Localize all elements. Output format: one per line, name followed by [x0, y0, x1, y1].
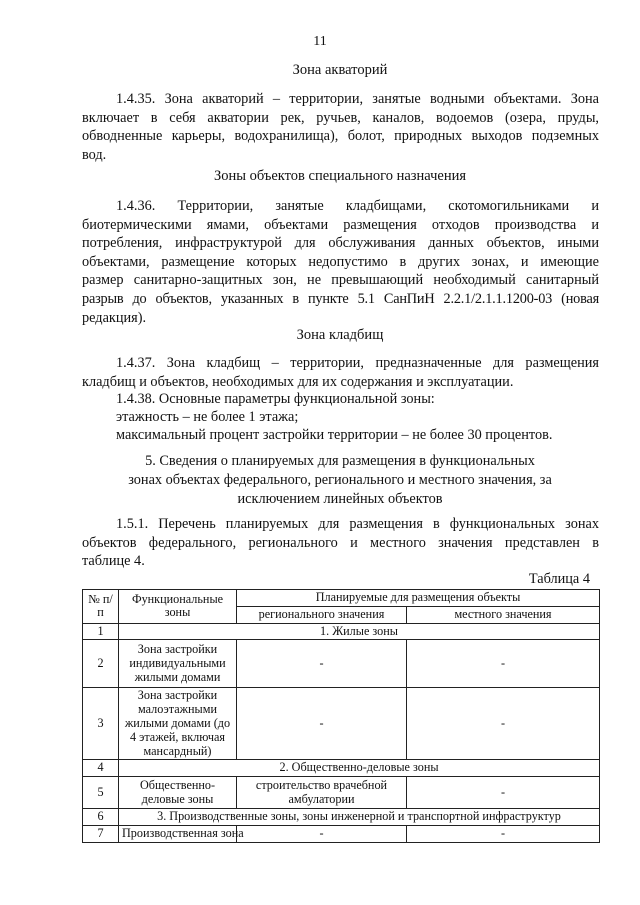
text-line: потребления, инфраструктурой для обслуживания данных объектов, иными [82, 235, 599, 252]
regional-objects: - [237, 640, 407, 688]
heading-section-5 [80, 452, 600, 509]
row-num: 3 [83, 688, 119, 760]
row-num: 7 [83, 825, 119, 842]
table-row [83, 777, 600, 809]
zone-name: Зона застройки индивидуальными жилыми домами [119, 640, 237, 688]
group-label: 3. Производственные зоны, зоны инженерной и транспортной инфраструктур [119, 809, 600, 826]
planned-objects-table [82, 589, 600, 843]
heading-aquatory: Зона акваторий [292, 62, 388, 78]
paragraph-1-5-1 [82, 515, 599, 571]
paragraph-1-4-37 [82, 354, 599, 391]
table-row [83, 640, 600, 688]
table-caption: Таблица 4 [528, 571, 590, 587]
heading-line: зонах объектах федерального, регионального и местного значения, за [128, 472, 552, 488]
local-objects: - [407, 825, 600, 842]
row-num: 1 [83, 623, 119, 640]
text-line: обводненные карьеры, водохранилища), болот, природных выходов подземных [82, 128, 599, 145]
param-floors: этажность – не более 1 этажа; [116, 409, 299, 425]
text-line: таблице 4. [82, 553, 145, 570]
zone-name: Зона застройки малоэтажными жилыми домами (до 4 этажей, включая мансардный) [119, 688, 237, 760]
text-line: объектами, размещение которых недопустимо в других зонах, и имеющие [82, 253, 599, 270]
text-line: разрыв до объектов, указанных в пункте 5.1 СанПиН 2.2.1/2.1.1.1200-03 (новая [82, 290, 599, 307]
text-line: кладбищ и объектов, необходимых для их содержания и эксплуатации. [82, 373, 514, 390]
text-line: биотермическими ямами, объектами размещения отходов производства и [82, 216, 599, 233]
table-row [83, 688, 600, 760]
text-line: размер санитарно-защитных зон, не превышающий необходимый санитарный [82, 272, 599, 289]
local-objects: - [407, 640, 600, 688]
group-label: 1. Жилые зоны [119, 623, 600, 640]
paragraph-1-4-36 [82, 197, 599, 327]
table-header-row [83, 590, 600, 607]
row-num: 5 [83, 777, 119, 809]
zone-name: Общественно-деловые зоны [119, 777, 237, 809]
paragraph-1-4-35 [82, 90, 599, 164]
text-line: объектов федерального, регионального и местного значения представлен в [82, 534, 599, 551]
table-row [83, 825, 600, 842]
text-line: включает в себя акватории рек, ручьев, каналов, водоемов (озера, пруды, [82, 109, 599, 126]
regional-objects: строительство врачебной амбулатории [237, 777, 407, 809]
param-building-percent: максимальный процент застройки территории – не более 30 процентов. [116, 427, 553, 443]
regional-objects: - [237, 825, 407, 842]
text-line: 1.4.35. Зона акваторий – территории, занятые водными объектами. Зона [116, 91, 599, 107]
params-title: 1.4.38. Основные параметры функциональной зоны: [116, 391, 435, 407]
text-line: 1.5.1. Перечень планируемых для размещения в функциональных зонах [116, 516, 599, 532]
text-line: редакция). [82, 309, 147, 326]
header-num: № п/п [83, 590, 119, 624]
text-line: 1.4.37. Зона кладбищ – территории, предназначенные для размещения [116, 355, 599, 371]
heading-line: исключением линейных объектов [237, 491, 443, 507]
row-num: 4 [83, 760, 119, 777]
table-row [83, 760, 600, 777]
local-objects: - [407, 777, 600, 809]
row-num: 6 [83, 809, 119, 826]
page-number: 11 [313, 34, 327, 49]
heading-cemetery: Зона кладбищ [296, 327, 384, 343]
table-row [83, 623, 600, 640]
header-planned: Планируемые для размещения объекты [237, 590, 600, 607]
row-num: 2 [83, 640, 119, 688]
regional-objects: - [237, 688, 407, 760]
heading-special-zones: Зоны объектов специального назначения [213, 168, 467, 184]
heading-line: 5. Сведения о планируемых для размещения в функциональных [145, 453, 535, 469]
text-line: 1.4.36. Территории, занятые кладбищами, скотомогильниками и [116, 198, 599, 214]
zone-name: Производственная зона [119, 825, 237, 842]
header-zones: Функциональные зоны [119, 590, 237, 624]
local-objects: - [407, 688, 600, 760]
group-label: 2. Общественно-деловые зоны [119, 760, 600, 777]
header-regional: регионального значения [237, 606, 407, 623]
header-local: местного значения [407, 606, 600, 623]
text-line: вод. [82, 146, 107, 163]
table-row [83, 809, 600, 826]
